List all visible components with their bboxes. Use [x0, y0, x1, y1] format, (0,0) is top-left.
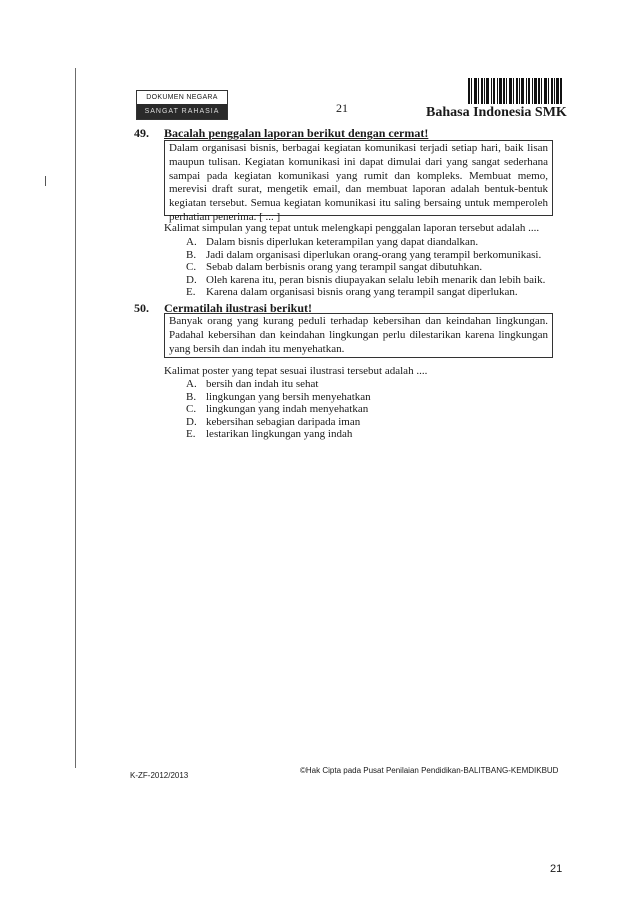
header-page-number: 21 [336, 101, 348, 115]
question-50-number: 50. [134, 301, 149, 315]
option-d[interactable] [186, 416, 371, 429]
option-letter: B. [186, 390, 197, 403]
question-49-passage: Dalam organisasi bisnis, berbagai kegiatan komunikasi terjadi setiap hari, baik lisan maupun tulisan. Kegiatan komunikasi ini dapat dimulai dari yang sangat sederhana sampai pada kegiatan komunikasi yang rumit dan kompleks. Membuat memo, merevisi draft surat, mengetik email, dan membuat laporan adalah bentuk-bentuk kegiatan tersebut. Semua kegiatan komunikasi itu saling bersaing untuk memperoleh perhatian penerima. [ ... ] [164, 140, 553, 216]
option-e[interactable] [186, 286, 545, 299]
option-e[interactable] [186, 428, 371, 441]
option-text: Dalam bisnis diperlukan keterampilan yang dapat diandalkan. [206, 236, 479, 248]
option-text: Sebab dalam berbisnis orang yang terampil sangat dibutuhkan. [206, 261, 483, 273]
option-text: Karena dalam organisasi bisnis orang yang terampil sangat diperlukan. [206, 286, 518, 298]
question-49-title: Bacalah penggalan laporan berikut dengan cermat! [164, 126, 429, 140]
barcode-icon [468, 78, 562, 104]
option-a[interactable] [186, 236, 545, 249]
option-letter: E. [186, 286, 196, 298]
question-49-number: 49. [134, 126, 149, 140]
margin-rule [75, 68, 76, 768]
page-number: 21 [550, 863, 563, 875]
question-50-options [186, 378, 371, 441]
subject-title: Bahasa Indonesia SMK [426, 105, 567, 120]
option-d[interactable] [186, 274, 545, 287]
option-text: Jadi dalam organisasi diperlukan orang-orang yang terampil berkomunikasi. [206, 248, 542, 261]
option-text: lingkungan yang indah menyehatkan [206, 403, 369, 415]
option-text: Oleh karena itu, peran bisnis diupayakan selalu lebih menarik dan lebih baik. [206, 273, 546, 286]
stamp-bottom-text: SANGAT RAHASIA [137, 104, 227, 119]
classification-stamp [136, 90, 228, 120]
stamp-top-text: DOKUMEN NEGARA [146, 94, 218, 101]
option-letter: B. [186, 248, 197, 261]
question-50-passage: Banyak orang yang kurang peduli terhadap kebersihan dan keindahan lingkungan. Padahal kebersihan dan keindahan lingkungan perlu dilestarikan karena lingkungan yang bersih dan indah itu menyehatkan. [164, 313, 553, 358]
option-letter: C. [186, 403, 197, 415]
document-code: K-ZF-2012/2013 [130, 771, 189, 780]
option-b[interactable] [186, 391, 371, 404]
option-letter: D. [186, 415, 197, 428]
option-text: bersih dan indah itu sehat [206, 378, 319, 390]
question-49-options [186, 236, 545, 299]
question-49-stem: Kalimat simpulan yang tepat untuk melengkapi penggalan laporan tersebut adalah .... [164, 222, 540, 234]
option-text: lingkungan yang bersih menyehatkan [206, 390, 371, 403]
option-a[interactable] [186, 378, 371, 391]
copyright-notice: ©Hak Cipta pada Pusat Penilaian Pendidikan-BALITBANG-KEMDIKBUD [300, 766, 559, 775]
question-50-title: Cermatilah ilustrasi berikut! [164, 301, 312, 315]
option-b[interactable] [186, 249, 545, 262]
question-50-stem: Kalimat poster yang tepat sesuai ilustrasi tersebut adalah .... [164, 365, 428, 377]
option-letter: A. [186, 236, 197, 248]
margin-tick [45, 176, 46, 186]
option-text: kebersihan sebagian daripada iman [206, 415, 361, 428]
option-letter: C. [186, 261, 197, 273]
option-letter: D. [186, 273, 197, 286]
option-letter: E. [186, 428, 196, 440]
option-text: lestarikan lingkungan yang indah [206, 428, 353, 440]
option-c[interactable] [186, 261, 545, 274]
option-letter: A. [186, 378, 197, 390]
option-c[interactable] [186, 403, 371, 416]
